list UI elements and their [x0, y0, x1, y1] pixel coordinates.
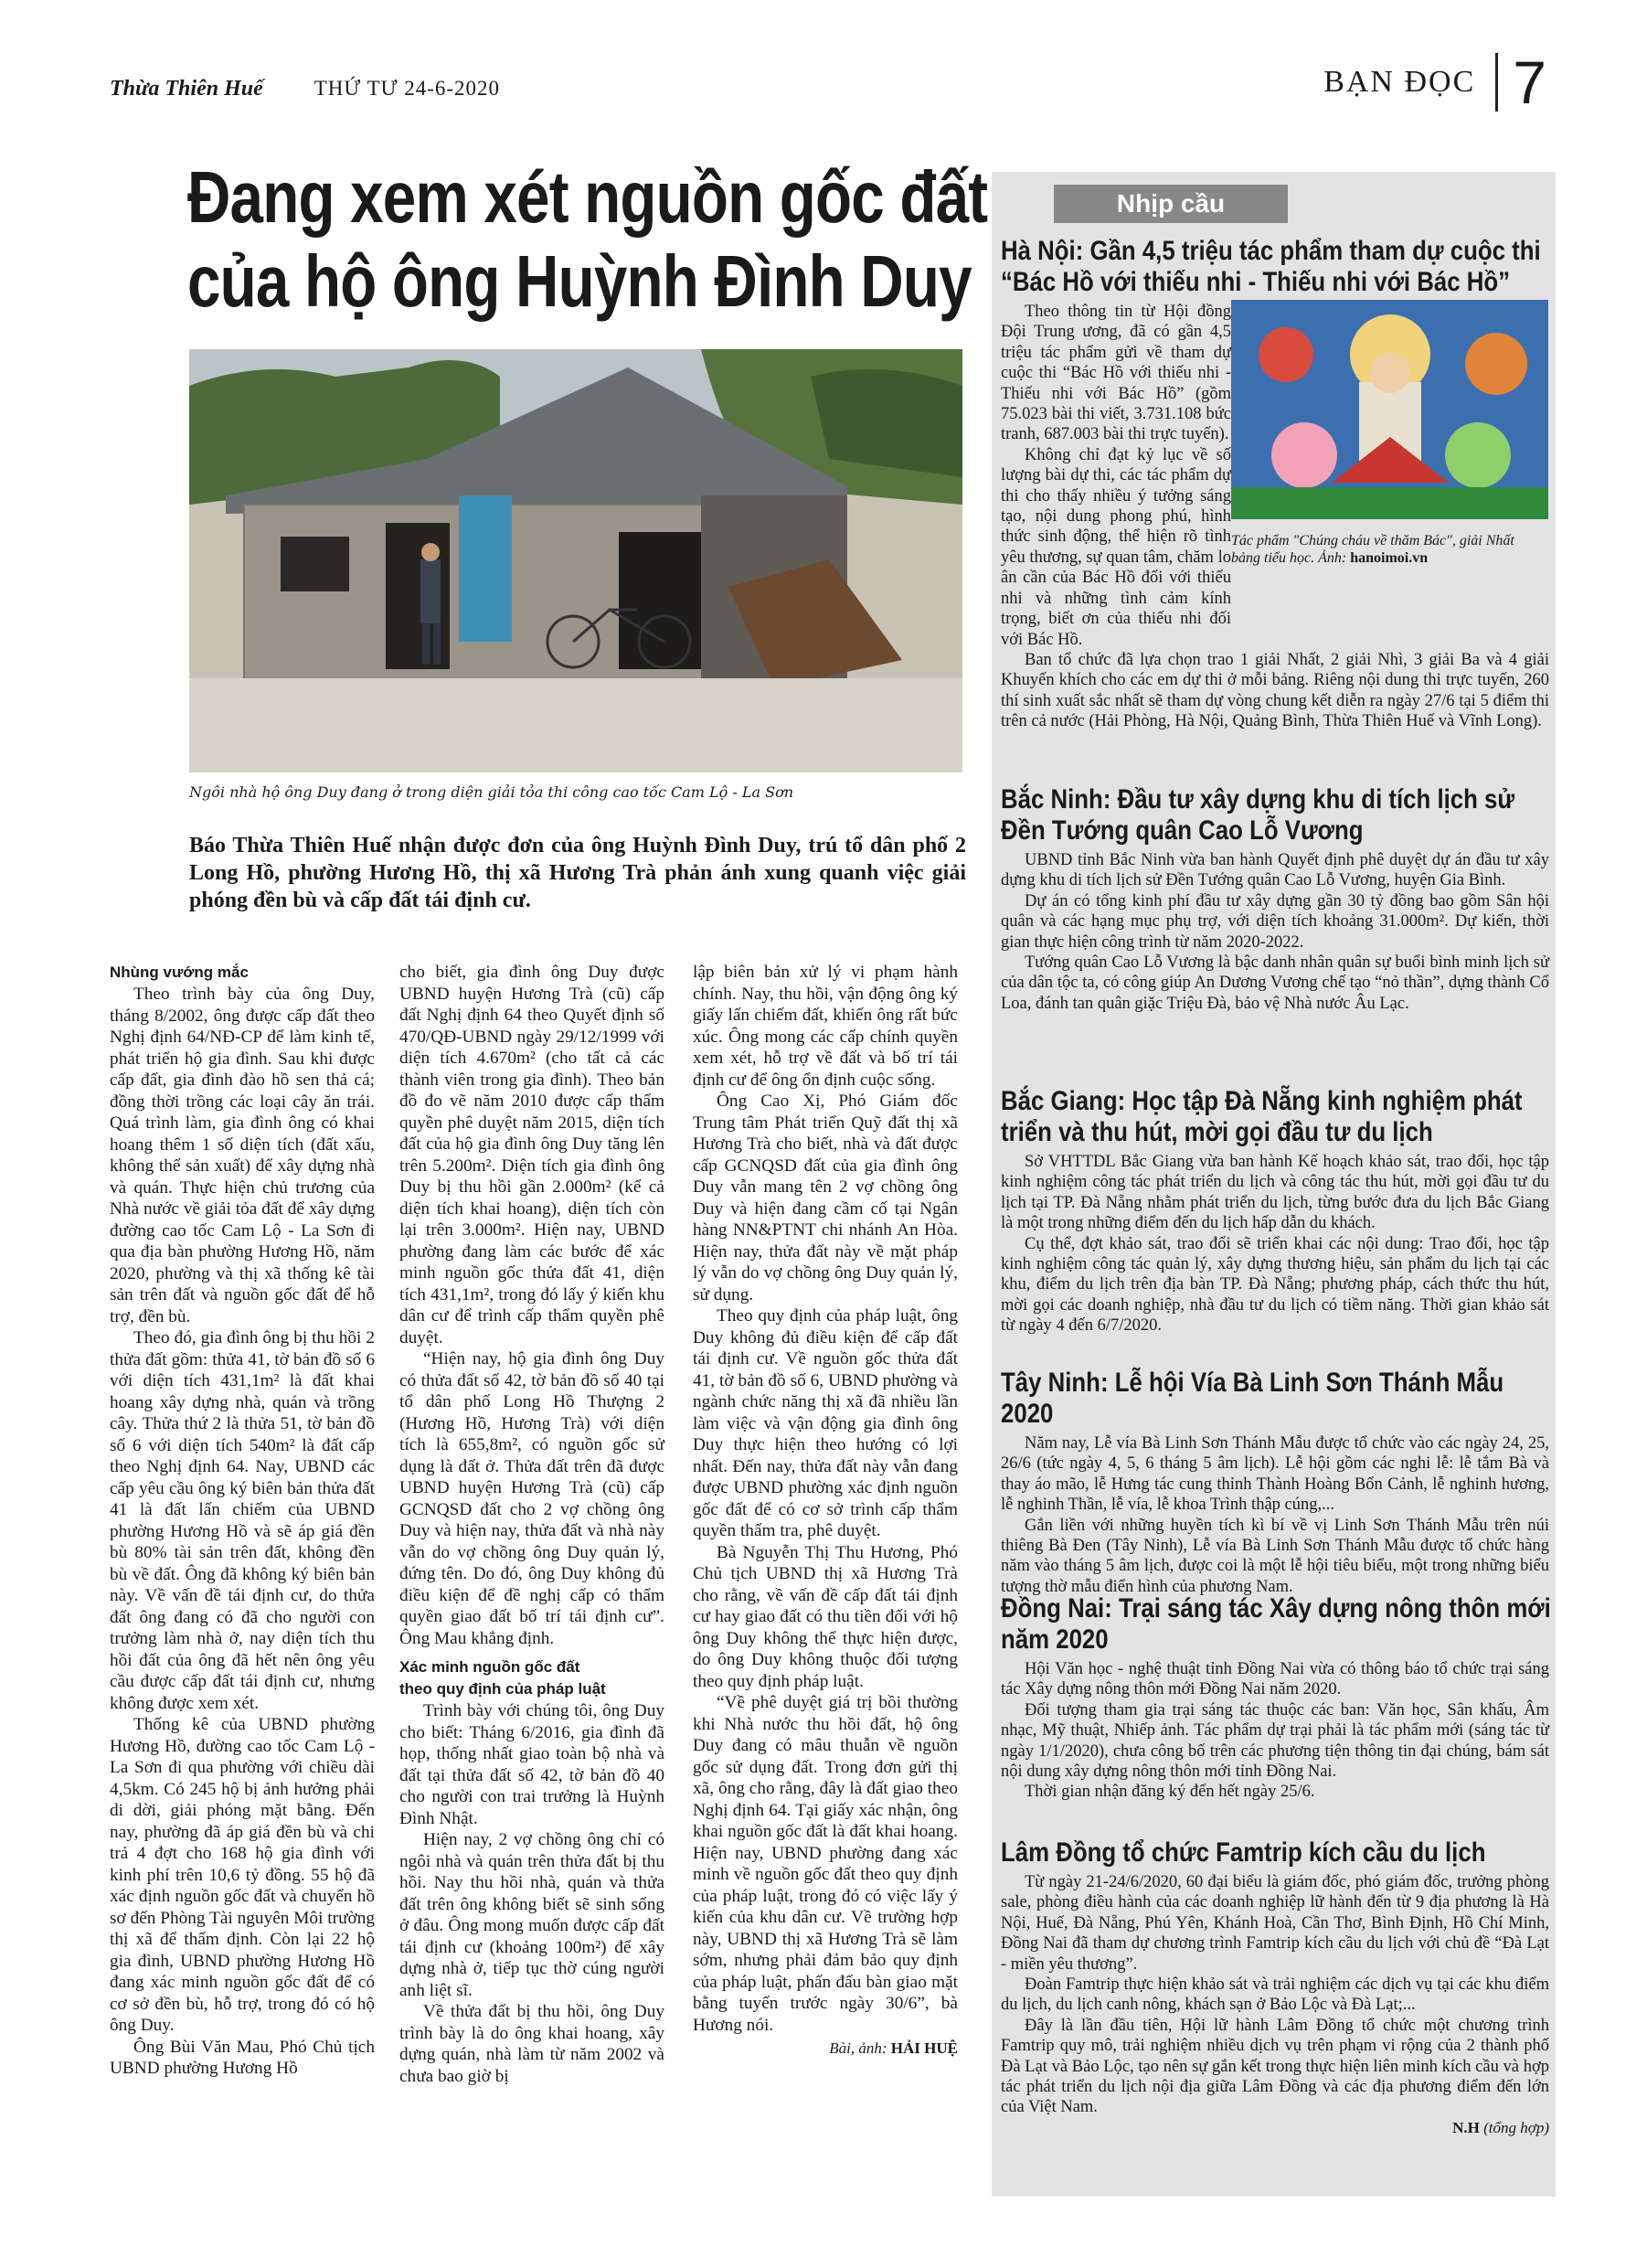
article-column-3 [693, 962, 958, 2060]
main-headline [187, 155, 988, 324]
sidebar-article-tayninh [1001, 1368, 1549, 1597]
photo-caption: Ngôi nhà hộ ông Duy đang ở trong diện giải tỏa thi công cao tốc Cam Lộ - La Sơn [189, 783, 794, 801]
children-painting-image [1231, 300, 1548, 519]
paragraph: Đoàn Famtrip thực hiện khảo sát và trải nghiệm các dịch vụ tại các khu điểm du lịch, du lịch canh nông, khách sạn ở Bảo Lộc và Đà Lạt;... [1001, 1975, 1549, 2015]
newspaper-name: Thừa Thiên Huế [110, 77, 263, 101]
sidebar-tag: Nhịp cầu [1054, 185, 1288, 223]
sidebar-signature [1001, 2118, 1549, 2138]
painting-caption [1231, 532, 1546, 567]
page-number: 7 [1513, 48, 1546, 116]
caption-source: hanoimoi.vn [1350, 550, 1429, 566]
paragraph: Theo thông tin từ Hội đồng Đội Trung ương, đã có gần 4,5 triệu tác phẩm gửi về tham dự cuộc thi “Bác Hồ với thiếu nhi - Thiếu nhi với Bác Hồ” (gồm 75.023 bài thi viết, 3.731.108 bức tranh, 687.003 bài thi trực tuyến). [1001, 303, 1231, 444]
paragraph: Đối tượng tham gia trại sáng tác thuộc các ban: Văn học, Sân khấu, Âm nhạc, Mỹ thuật, Nhiếp ảnh. Tác phẩm dự trại phải là tác phẩm mới (sáng tác từ ngày 1/1/2020), chưa công bố trên các phương tiện thông tin đại chúng, bám sát nội dung xây dựng nông thôn mới tỉnh Đồng Nai. [1001, 1700, 1549, 1782]
page-header-right [1323, 48, 1546, 117]
sidebar-article-bacgiang [1001, 1086, 1549, 1336]
subheading-verify-1: Xác minh nguồn gốc đất [399, 1658, 580, 1676]
article-column-1 [110, 962, 375, 2080]
paragraph: Ông Cao Xị, Phó Giám đốc Trung tâm Phát triển Quỹ đất thị xã Hương Trà cho biết, nhà và đất được cấp GCNQSD đất của gia đình ông Duy vẫn mang tên 2 vợ chồng ông Duy và hiện đang cầm cố tại Ngân hàng NN&PTNT chi nhánh An Hòa. Hiện nay, thửa đất này về mặt pháp lý vẫn do vợ chồng ông Duy quản lý, sử dụng. [693, 1091, 958, 1304]
paragraph: Thống kê của UBND phường Hương Hồ, đường cao tốc Cam Lộ - La Sơn đi qua phường với chiều dài 4,5km. Có 245 hộ bị ảnh hưởng phải di dời, giải phóng mặt bằng. Đến nay, phường đã áp giá đền bù và chi trả 4 đợt cho 168 hộ gia đình với kinh phí trên 10,6 tỷ đồng. 55 hộ đã xác định nguồn gốc đất và chuyển hồ sơ đến Phòng Tài nguyên Môi trường thị xã để thẩm định. Còn lại 22 hộ gia đình, UBND phường Hương Hồ đang xác minh nguồn gốc đất để có cơ sở đền bù, hỗ trợ, trong đó có hộ ông Duy. [110, 1715, 375, 2035]
subheading-obstacles: Nhùng vướng mắc [110, 964, 249, 981]
article-byline [693, 2038, 958, 2060]
page-header-left [110, 77, 500, 101]
header-divider [1495, 53, 1498, 112]
paragraph: Tướng quân Cao Lỗ Vương là bậc danh nhân quân sự buổi bình minh lịch sử của dân tộc ta, có công giúp An Dương Vương chế tạo “nỏ thần”, dựng thành Cổ Loa, đánh tan quân giặc Triệu Đà, bảo vệ Nhà nước Âu Lạc. [1001, 953, 1549, 1013]
paragraph: lập biên bản xử lý vi phạm hành chính. Nay, thu hồi, vận động ông ký giấy lấn chiếm đất, khiến ông rất bức xúc. Ông mong các cấp chính quyền xem xét, hỗ trợ về đất và bố trí tái định cư để ông ổn định cuộc sống. [693, 963, 958, 1090]
paragraph: UBND tỉnh Bắc Ninh vừa ban hành Quyết định phê duyệt dự án đầu tư xây dựng khu di tích lịch sử Đền Tướng quân Cao Lỗ Vương, huyện Gia Bình. [1001, 851, 1549, 890]
article-title: Bắc Giang: Học tập Đà Nẵng kinh nghiệm phát triển và thu hút, mời gọi đầu tư du lịch [1001, 1086, 1523, 1147]
byline-author: HẢI HUỆ [890, 2039, 958, 2057]
paragraph: Hiện nay, 2 vợ chồng ông chỉ có ngôi nhà và quán trên thửa đất bị thu hồi. Nay thu hồi nhà, quán và thửa đất trên ông không biết sẽ sinh sống ở đâu. Ông mong muốn được cấp đất tái định cư (khoảng 100m²) để xây dựng nhà ở, tiếp tục thờ cúng người anh liệt sĩ. [399, 1830, 664, 2000]
paragraph: cho biết, gia đình ông Duy được UBND huyện Hương Trà (cũ) cấp đất Nghị định 64 theo Quyết định số 470/QĐ-UBND ngày 29/12/1999 với diện tích 4.670m² (cho tất cả các thành viên trong gia đình). Theo bản đồ đo vẽ năm 2010 được cấp thẩm quyền phê duyệt năm 2015, diện tích đất của hộ gia đình ông Duy tăng lên trên 5.200m². Diện tích gia đình ông Duy bị thu hồi gần 2.000m² (kể cả diện tích khai hoang), diện tích còn lại trên 3.000m². Hiện nay, UBND phường đang làm các bước để xác minh nguồn gốc thửa đất 41, diện tích 431,1m², trong đó lấy ý kiến khu dân cư để trình cấp thẩm quyền phê duyệt. [399, 963, 664, 1347]
signature-note: (tổng hợp) [1483, 2118, 1549, 2136]
article-title: Tây Ninh: Lễ hội Vía Bà Linh Sơn Thánh Mẫu 2020 [1001, 1368, 1504, 1429]
caption-text: Tác phẩm "Chúng cháu về thăm Bác", giải Nhất bảng tiểu học. Ảnh: [1231, 533, 1514, 566]
subheading-verify-2: theo quy định của pháp luật [399, 1680, 606, 1698]
house-photo [189, 349, 962, 772]
paragraph: Theo đó, gia đình ông bị thu hồi 2 thửa đất gồm: thửa 41, tờ bản đồ số 6 với diện tích 431,1m² là đất khai hoang xây dựng nhà, quán và trồng cây. Thửa thứ 2 là thửa 51, tờ bản đồ số 6 với diện tích 540m² là đất cấp theo Nghị định 64. Nay, UBND các cấp yêu cầu ông ký biên bản thửa đất 41 là đất lấn chiếm của UBND phường Hương Hồ và sẽ áp giá đền bù 80% tài sản trên đất, không đền bù về đất. Ông đã không ký biên bản này. Về vấn đề tái định cư, do thửa đất ông đang có đã cho người con trưởng làm nhà ở, nay diện tích thu hồi đất của ông đã hết nên ông yêu cầu được cấp đất tái định cư, nhưng không được xem xét. [110, 1328, 375, 1713]
paragraph: Theo quy định của pháp luật, ông Duy không đủ điều kiện để cấp đất tái định cư. Về nguồn gốc thửa đất 41, tờ bản đồ số 6, UBND phường và ngành chức năng thị xã đã nhiều lần làm việc và vận động gia đình ông Duy thực hiện theo hướng có lợi nhất. Đến nay, thửa đất này vẫn đang được UBND phường xác định nguồn gốc đất để có cơ sở trình cấp thẩm quyền thẩm tra, phê duyệt. [693, 1306, 958, 1540]
sidebar-article-lamdong [1001, 1837, 1549, 2138]
paragraph: Gắn liền với những huyền tích kì bí về vị Linh Sơn Thánh Mẫu trên núi thiêng Bà Đen (Tây Ninh), Lễ vía Bà Linh Sơn Thánh Mẫu được tổ chức hàng năm vào tháng 5 âm lịch, được coi là một lễ hội tiêu biểu, một trong những biểu tượng thờ mẫu điển hình của phương Nam. [1001, 1516, 1549, 1596]
headline-line-1: Đang xem xét nguồn gốc đất [187, 156, 988, 238]
section-name: BẠN ĐỌC [1323, 65, 1476, 99]
headline-line-2: của hộ ông Huỳnh Đình Duy [187, 240, 972, 322]
paragraph: Bà Nguyễn Thị Thu Hương, Phó Chủ tịch UBND thị xã Hương Trà cho rằng, về vấn đề cấp đất tái định cư hay giao đất có thu tiền đối với hộ ông Duy không thể thực hiện được, do ông Duy không thuộc đối tượng theo quy định pháp luật. [693, 1542, 958, 1691]
painting-illustration [1231, 300, 1548, 519]
paragraph: “Về phê duyệt giá trị bồi thường khi Nhà nước thu hồi đất, hộ ông Duy đang có mâu thuẫn về nguồn gốc sử dụng đất. Trong đơn gửi thị xã, ông cho rằng, đây là đất giao theo Nghị định 64. Tại giấy xác nhận, ông khai nguồn gốc đất là đất khai hoang. Hiện nay, UBND phường đang xác minh về nguồn gốc đất theo quy định của pháp luật, trong đó có việc lấy ý kiến của khu dân cư. Về trường hợp này, UBND thị xã Hương Trà sẽ làm sớm, nhưng phải đảm bảo quy định của pháp luật, phấn đấu bàn giao mặt bằng tuyến trước ngày 30/6”, bà Hương nói. [693, 1693, 958, 2035]
article-lead: Báo Thừa Thiên Huế nhận được đơn của ông Huỳnh Đình Duy, trú tổ dân phố 2 Long Hồ, phường Hương Hồ, thị xã Hương Trà phản ánh xung quanh việc giải phóng đền bù và cấp đất tái định cư. [189, 834, 966, 912]
sidebar-article-bacninh [1001, 784, 1549, 1014]
sidebar-article-dongnai [1001, 1593, 1549, 1803]
paragraph: Không chỉ đạt kỷ lục về số lượng bài dự thi, các tác phẩm dự thi cho thấy nhiều ý tưởng sáng tạo, nội dung phong phú, hình thức sinh động, thể hiện rõ tình yêu thương, sự quan tâm, chăm lo ân cần của Bác Hồ đối với thiếu nhi và những tình cảm kính trọng, biết ơn của thiếu nhi đối với Bác Hồ. [1001, 445, 1231, 649]
paragraph: Từ ngày 21-24/6/2020, 60 đại biểu là giám đốc, phó giám đốc, trưởng phòng sale, phòng điều hành của các doanh nghiệp lữ hành đến từ 9 địa phương là Hà Nội, Huế, Đà Nẵng, Phú Yên, Khánh Hoà, Cần Thơ, Bình Định, Hồ Chí Minh, Đồng Nai đã tham dự chương trình Famtrip kích cầu du lịch với chủ đề “Đà Lạt - miền yêu thương”. [1001, 1873, 1549, 1974]
paragraph: Sở VHTTDL Bắc Giang vừa ban hành Kế hoạch khảo sát, trao đổi, học tập kinh nghiệm công tác phát triển du lịch và công tác thu hút, mời gọi đầu tư du lịch tại TP. Đà Nẵng nhằm phát triển du lịch, từng bước đưa du lịch Bắc Giang là một trong những điểm đến du lịch hấp dẫn du khách. [1001, 1153, 1549, 1233]
article-title: Hà Nội: Gần 4,5 triệu tác phẩm tham dự cuộc thi “Bác Hồ với thiếu nhi - Thiếu nhi với Bác Hồ” [1001, 236, 1541, 297]
house-photo-illustration [189, 349, 962, 772]
paragraph: Hội Văn học - nghệ thuật tỉnh Đồng Nai vừa có thông báo tổ chức trại sáng tác Xây dựng nông thôn mới Đồng Nai năm 2020. [1001, 1660, 1549, 1699]
paragraph: Ban tổ chức đã lựa chọn trao 1 giải Nhất, 2 giải Nhì, 3 giải Ba và 4 giải Khuyến khích cho các em dự thi ở mỗi bảng. Riêng nội dung thi trực tuyến, 260 thí sinh xuất sắc nhất sẽ tham dự vòng chung kết diễn ra ngày 27/6 tại 5 điểm thi trên cả nước (Hải Phòng, Hà Nội, Quảng Bình, Thừa Thiên Huế và Vĩnh Long). [1001, 650, 1549, 731]
paragraph: Về thửa đất bị thu hồi, ông Duy trình bày là do ông khai hoang, xây dựng quán, nhà làm từ năm 2002 và chưa bao giờ bị [399, 2002, 664, 2086]
article-title: Đồng Nai: Trại sáng tác Xây dựng nông thôn mới năm 2020 [1001, 1593, 1551, 1655]
paragraph: Năm nay, Lễ vía Bà Linh Sơn Thánh Mẫu được tổ chức vào các ngày 24, 25, 26/6 (tức ngày 4, 5, 6 tháng 5 âm lịch). Lễ hội gồm các nghi lễ: lễ tắm Bà và thay áo mão, lễ Hưng tác cung thỉnh Thành Hoàng Bổn Cảnh, lễ nghinh hương, lễ nghinh Thần, lễ vía, lễ khoa Trình thập cúng,... [1001, 1434, 1549, 1515]
paragraph: Theo trình bày của ông Duy, tháng 8/2002, ông được cấp đất theo Nghị định 64/NĐ-CP để làm kinh tế, phát triển hộ gia đình. Sau khi được cấp đất, gia đình đào hồ sen thả cá; đồng thời trồng các loại cây ăn trái. Quá trình làm, gia đình ông có khai hoang thêm 1 số diện tích (đất xấu, không thể sản xuất) để xây dựng nhà và quán. Thực hiện chủ trương của Nhà nước về giải tỏa đất để xây dựng đường cao tốc Cam Lộ - La Sơn đi qua địa bàn phường Hương Hồ, năm 2020, phường và thị xã thống kê tài sản trên đất và nguồn gốc đất để hỗ trợ, đền bù. [110, 985, 375, 1326]
article-title: Lâm Đồng tổ chức Famtrip kích cầu du lịch [1001, 1837, 1486, 1868]
paragraph: Trình bày với chúng tôi, ông Duy cho biết: Tháng 6/2016, gia đình đã họp, thống nhất giao toàn bộ nhà và đất tại thửa đất số 42, tờ bản đồ 40 cho người con trai trưởng là Huỳnh Đình Nhật. [399, 1701, 664, 1828]
paragraph: “Hiện nay, hộ gia đình ông Duy có thửa đất số 42, tờ bản đồ số 40 tại tổ dân phố Long Hồ Thượng 2 (Hương Hồ, Hương Trà) với diện tích là 655,8m², có nguồn gốc sử dụng là đất ở. Thửa đất trên đã được UBND huyện Hương Trà (cũ) cấp GCNQSD đất cho 2 vợ chồng ông Duy và hiện nay, thửa đất và nhà này vẫn do vợ chồng ông Duy quản lý, đứng tên. Do đó, ông Duy không đủ điều kiện để đề nghị cấp có thẩm quyền giao đất bố trí tái định cư”. Ông Mau khẳng định. [399, 1349, 664, 1648]
article-title: Bắc Ninh: Đầu tư xây dựng khu di tích lịch sử Đền Tướng quân Cao Lỗ Vương [1001, 784, 1515, 846]
article-column-2 [399, 962, 664, 2087]
paragraph: Dự án có tổng kinh phí đầu tư xây dựng gần 30 tỷ đồng bao gồm Sân hội quân và các hạng mục phụ trợ, với diện tích khoảng 31.000m². Dự kiến, thời gian thực hiện công trình từ năm 2020-2022. [1001, 891, 1549, 952]
byline-label: Bài, ảnh: [829, 2039, 887, 2057]
issue-date: THỨ TƯ 24-6-2020 [313, 77, 501, 100]
paragraph: Thời gian nhận đăng ký đến hết ngày 25/6. [1025, 1783, 1315, 1802]
paragraph: Cụ thể, đợt khảo sát, trao đổi sẽ triển khai các nội dung: Trao đổi, học tập kinh nghiệm công tác quản lý, xây dựng thương hiệu, sản phẩm du lịch tại các khu, điểm du lịch trên địa bàn TP. Đà Nẵng; phương pháp, cách thức thu hút, mời gọi các doanh nghiệp, nhà đầu tư du lịch có tiềm năng. Thời gian khảo sát từ ngày 4 đến 6/7/2020. [1001, 1234, 1549, 1336]
sidebar-news-box [992, 172, 1556, 2197]
paragraph: Ông Bùi Văn Mau, Phó Chủ tịch UBND phường Hương Hồ [110, 2037, 375, 2078]
signature-name: N.H [1452, 2118, 1480, 2136]
paragraph: Đây là lần đầu tiên, Hội lữ hành Lâm Đồng tổ chức một chương trình Famtrip quy mô, trải nghiệm nhiều dịch vụ trên phạm vi rộng của 2 thành phố Đà Lạt và Bảo Lộc, tạo nên sự gắn kết trong thực hiện liên minh kích cầu và hợp tác phát triển du lịch nội địa giữa Lâm Đồng và các địa phương điểm đến lớn của Việt Nam. [1001, 2016, 1549, 2117]
